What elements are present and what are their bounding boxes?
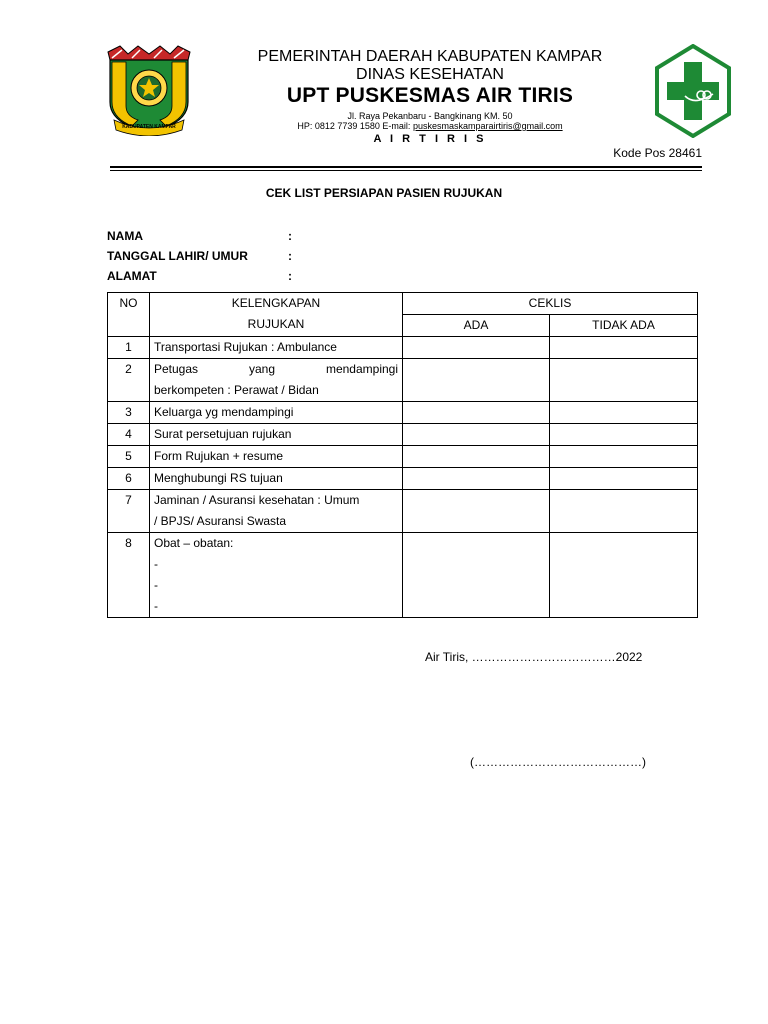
field-address-colon: : bbox=[288, 269, 292, 283]
row-number: 3 bbox=[108, 402, 150, 424]
header-divider-thin bbox=[110, 170, 702, 171]
row-number: 8 bbox=[108, 533, 150, 618]
table-row bbox=[108, 402, 698, 424]
check-yes-cell[interactable] bbox=[403, 402, 550, 424]
row-number: 5 bbox=[108, 446, 150, 468]
header-no: NO bbox=[108, 293, 150, 337]
row-item: Surat persetujuan rujukan bbox=[150, 424, 403, 446]
header-item-line1: KELENGKAPAN bbox=[231, 296, 321, 310]
header-check: CEKLIS bbox=[403, 293, 698, 315]
check-yes-cell[interactable] bbox=[403, 468, 550, 490]
row-item-word: mendampingi bbox=[325, 362, 398, 376]
check-yes-cell[interactable] bbox=[403, 424, 550, 446]
row-number: 1 bbox=[108, 337, 150, 359]
check-no-cell[interactable] bbox=[550, 446, 698, 468]
row-item bbox=[150, 359, 403, 402]
row-item: Transportasi Rujukan : Ambulance bbox=[150, 337, 403, 359]
table-header-row bbox=[108, 293, 698, 315]
row-item-line2: berkompeten : Perawat / Bidan bbox=[154, 383, 319, 397]
organization-name: UPT PUSKESMAS AIR TIRIS bbox=[286, 84, 574, 107]
check-no-cell[interactable] bbox=[550, 490, 698, 533]
emblem-ribbon-text: KABUPATEN KAMPAR bbox=[122, 124, 176, 130]
header-divider-thick bbox=[110, 166, 702, 168]
field-birthdate-colon: : bbox=[288, 249, 292, 263]
row-sub-item: - bbox=[154, 557, 158, 571]
table-row bbox=[108, 337, 698, 359]
row-number: 7 bbox=[108, 490, 150, 533]
check-yes-cell[interactable] bbox=[403, 490, 550, 533]
row-item-word: Petugas bbox=[154, 362, 199, 376]
check-yes-cell[interactable] bbox=[403, 533, 550, 618]
referral-checklist-table bbox=[107, 292, 698, 618]
table-row bbox=[108, 359, 698, 402]
field-name-label: NAMA bbox=[107, 229, 143, 243]
puskesmas-logo bbox=[655, 44, 731, 138]
header-yes: ADA bbox=[403, 315, 550, 337]
check-no-cell[interactable] bbox=[550, 402, 698, 424]
row-number: 2 bbox=[108, 359, 150, 402]
row-item: Keluarga yg mendampingi bbox=[150, 402, 403, 424]
check-yes-cell[interactable] bbox=[403, 446, 550, 468]
table-row bbox=[108, 468, 698, 490]
field-birthdate-label: TANGGAL LAHIR/ UMUR bbox=[107, 249, 248, 263]
contact-line bbox=[200, 121, 660, 131]
table-row bbox=[108, 446, 698, 468]
header-item bbox=[150, 293, 403, 337]
row-number: 6 bbox=[108, 468, 150, 490]
check-no-cell[interactable] bbox=[550, 337, 698, 359]
header-no-option: TIDAK ADA bbox=[550, 315, 698, 337]
row-item: Menghubungi RS tujuan bbox=[150, 468, 403, 490]
check-no-cell[interactable] bbox=[550, 359, 698, 402]
row-item-line1: Obat – obatan: bbox=[154, 536, 234, 550]
table-row bbox=[108, 490, 698, 533]
check-no-cell[interactable] bbox=[550, 424, 698, 446]
signature-line: (……………………………………) bbox=[470, 755, 646, 769]
field-name-colon: : bbox=[288, 229, 292, 243]
email-link[interactable]: puskesmaskamparairtiris@gmail.com bbox=[412, 121, 563, 131]
department-name: DINAS KESEHATAN bbox=[356, 66, 504, 83]
row-sub-item: - bbox=[154, 599, 158, 613]
address-line: Jl. Raya Pekanbaru - Bangkinang KM. 50 bbox=[347, 111, 513, 121]
row-item-line2: / BPJS/ Asuransi Swasta bbox=[154, 514, 287, 528]
check-yes-cell[interactable] bbox=[403, 337, 550, 359]
row-number: 4 bbox=[108, 424, 150, 446]
postal-code: Kode Pos 28461 bbox=[613, 146, 702, 160]
table-row bbox=[108, 424, 698, 446]
row-item bbox=[150, 490, 403, 533]
document-title: CEK LIST PERSIAPAN PASIEN RUJUKAN bbox=[265, 186, 503, 200]
row-sub-item: - bbox=[154, 578, 158, 592]
field-address-label: ALAMAT bbox=[107, 269, 157, 283]
row-item-line1: Jaminan / Asuransi kesehatan : Umum bbox=[154, 493, 360, 507]
row-item-line1 bbox=[154, 359, 398, 380]
phone-text: HP: 0812 7739 1580 E-mail: bbox=[297, 121, 413, 131]
government-name: PEMERINTAH DAERAH KABUPATEN KAMPAR bbox=[257, 48, 603, 65]
date-line: Air Tiris, ………………………………2022 bbox=[425, 650, 643, 664]
check-no-cell[interactable] bbox=[550, 468, 698, 490]
check-yes-cell[interactable] bbox=[403, 359, 550, 402]
header-item-line2: RUJUKAN bbox=[247, 317, 305, 331]
kampar-emblem-logo bbox=[104, 44, 194, 136]
table-row bbox=[108, 533, 698, 618]
row-item: Form Rujukan + resume bbox=[150, 446, 403, 468]
row-item bbox=[150, 533, 403, 618]
check-no-cell[interactable] bbox=[550, 533, 698, 618]
row-item-word: yang bbox=[248, 362, 276, 376]
city-name: A I R T I R I S bbox=[373, 133, 487, 145]
